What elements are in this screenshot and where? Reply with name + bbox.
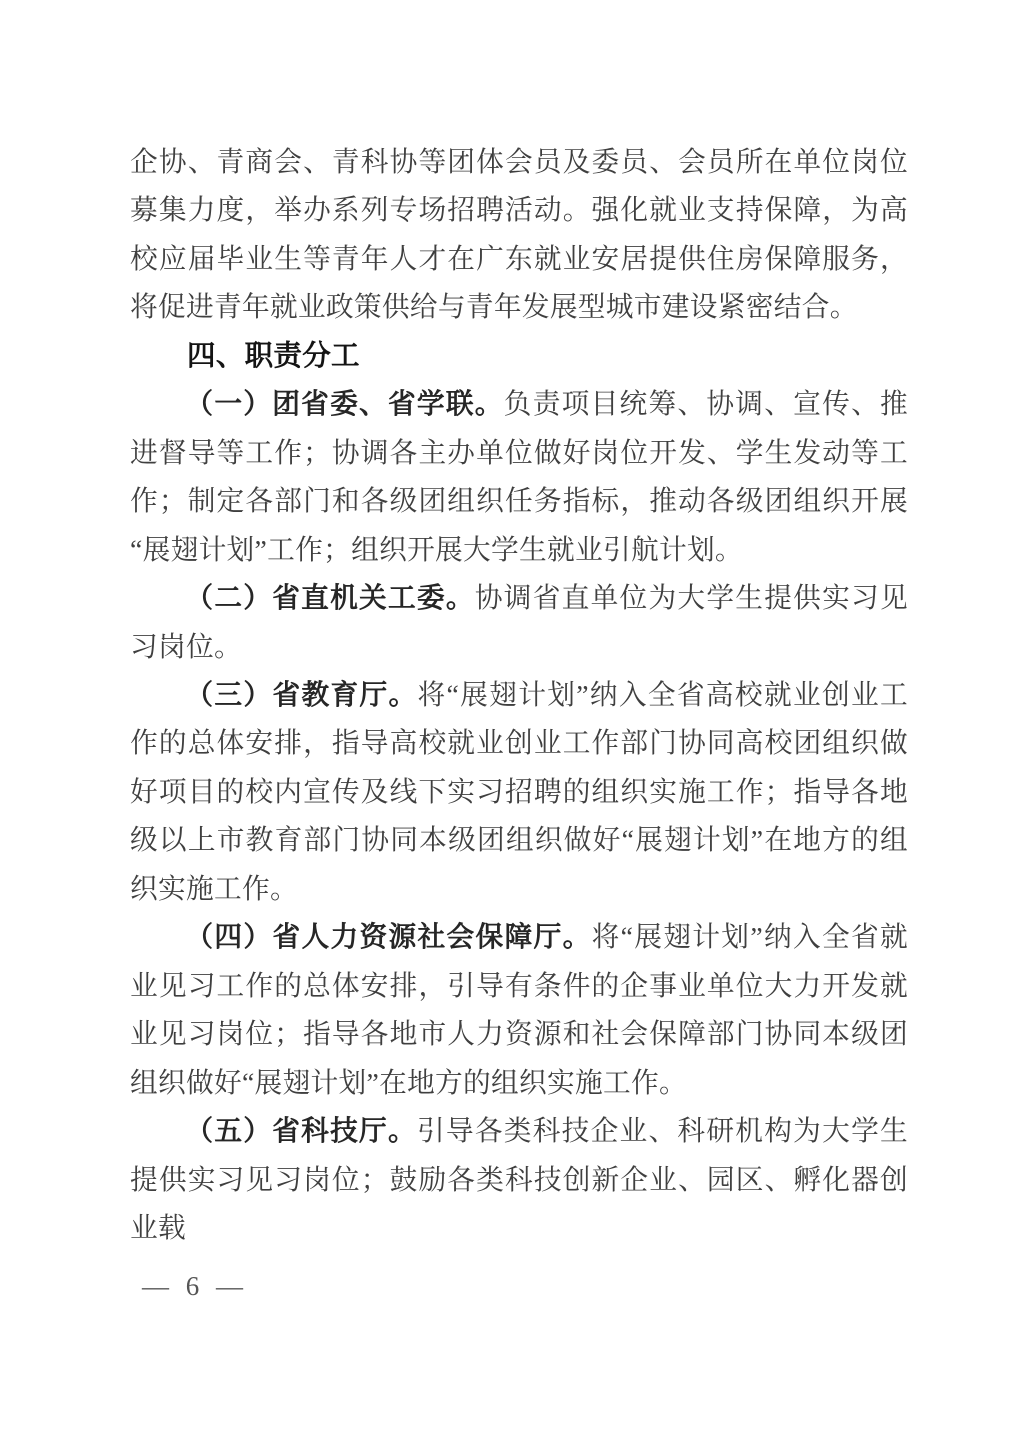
duty-item-5 <box>130 1107 908 1252</box>
duty-item-1-lead: （一）团省委、省学联。 <box>185 388 504 420</box>
duty-item-1-body: 负责项目统筹、协调、宣传、推进督导等工作；协调各主办单位做好岗位开发、学生发动等工作；制定各部门和各级团组织任务指标，推动各级团组织开展“展翅计划”工作；组织开展大学生就业引航计划。 <box>130 388 908 565</box>
duty-item-3-body: 将“展翅计划”纳入全省高校就业创业工作的总体安排，指导高校就业创业工作部门协同高校团组织做好项目的校内宣传及线下实习招聘的组织实施工作；指导各地级以上市教育部门协同本级团组织做好“展翅计划”在地方的组织实施工作。 <box>130 678 908 904</box>
duty-item-4 <box>130 913 908 1107</box>
duty-item-4-lead: （四）省人力资源社会保障厅。 <box>185 921 592 953</box>
duty-item-2 <box>130 574 908 671</box>
duty-item-5-lead: （五）省科技厅。 <box>185 1115 417 1147</box>
duty-item-3-lead: （三）省教育厅。 <box>185 678 418 710</box>
duty-item-4-body: 将“展翅计划”纳入全省就业见习工作的总体安排，引导有条件的企事业单位大力开发就业见习岗位；指导各地市人力资源和社会保障部门协同本级团组织做好“展翅计划”在地方的组织实施工作。 <box>130 921 908 1098</box>
duty-item-2-body: 协调省直单位为大学生提供实习见习岗位。 <box>130 582 908 662</box>
section-heading: 四、职责分工 <box>187 339 360 372</box>
duty-item-5-body: 引导各类科技企业、科研机构为大学生提供实习见习岗位；鼓励各类科技创新企业、园区、孵化器创业载 <box>130 1115 908 1243</box>
page-number: — 6 — <box>142 1271 248 1301</box>
duty-item-3 <box>130 671 908 913</box>
duty-item-2-lead: （二）省直机关工委。 <box>185 582 475 614</box>
document-body <box>130 138 908 1252</box>
intro-paragraph: 企协、青商会、青科协等团体会员及委员、会员所在单位岗位募集力度，举办系列专场招聘活动。强化就业支持保障，为高校应届毕业生等青年人才在广东就业安居提供住房保障服务，将促进青年就业政策供给与青年发展型城市建设紧密结合。 <box>130 146 908 323</box>
duty-item-1 <box>130 380 908 574</box>
